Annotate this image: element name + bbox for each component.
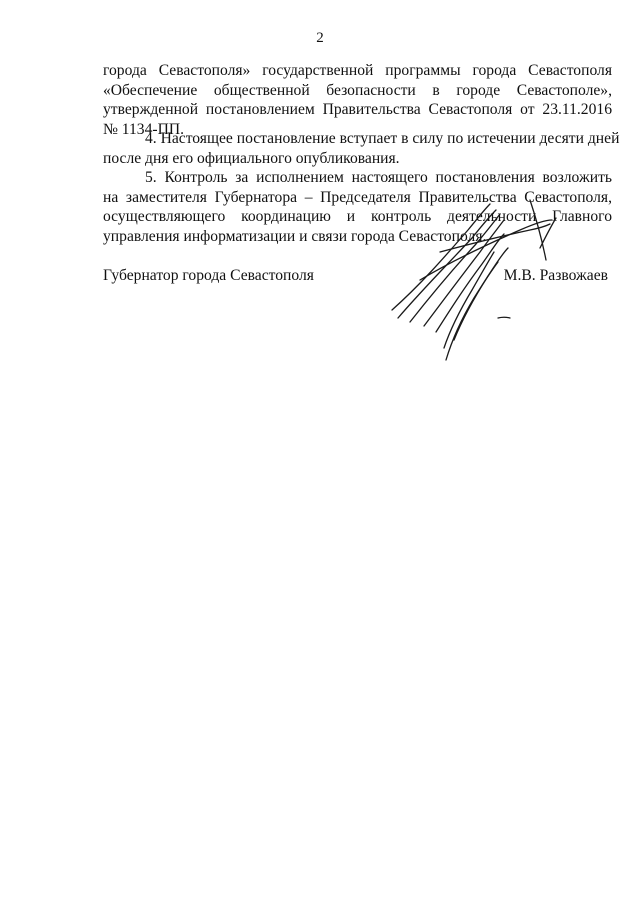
- paragraph-4: [103, 129, 620, 168]
- paragraph-continuation: [103, 61, 612, 139]
- text-line: осуществляющего координацию и контроль деятельности Главного: [103, 208, 612, 225]
- page-number: 2: [316, 30, 324, 46]
- signer-name: М.В. Развожаев: [503, 267, 608, 284]
- signer-position: Губернатор города Севастополя: [103, 267, 314, 284]
- text-line: города Севастополя» государственной программы города Севастополя: [103, 62, 612, 79]
- text-line: «Обеспечение общественной безопасности в городе Севастополе»,: [103, 81, 612, 99]
- text-line: 5. Контроль за исполнением настоящего постановления возложить: [145, 169, 612, 186]
- text-line: на заместителя Губернатора – Председателя Правительства Севастополя,: [103, 188, 612, 206]
- text-line: после дня его официального опубликования.: [103, 149, 400, 167]
- text-line: № 1134-ПП.: [103, 120, 184, 138]
- text-line: утвержденной постановлением Правительства Севастополя от 23.11.2016: [103, 101, 612, 118]
- handwritten-signature-icon: [380, 190, 570, 365]
- text-line: 4. Настоящее постановление вступает в силу по истечении десяти дней: [145, 130, 620, 147]
- text-line: управления информатизации и связи города Севастополя.: [103, 227, 487, 245]
